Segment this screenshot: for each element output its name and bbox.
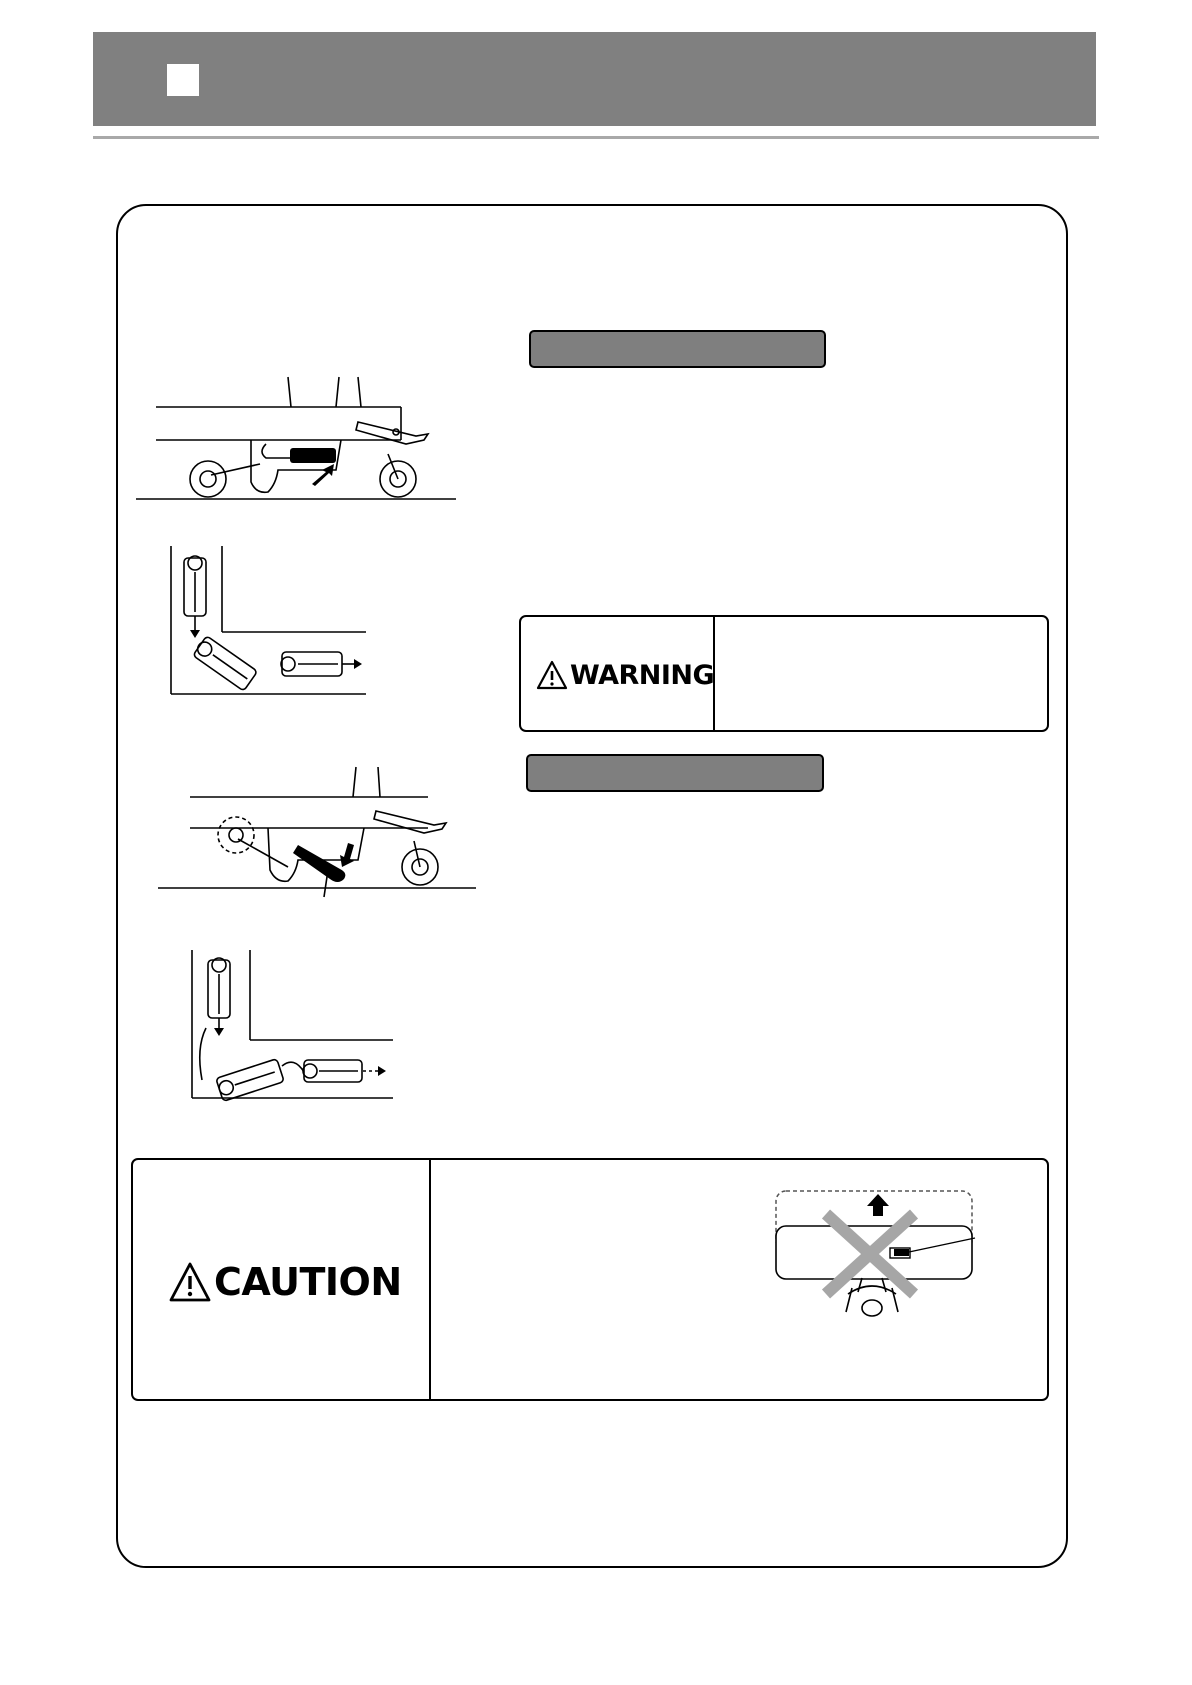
- caution-label: [168, 1258, 402, 1306]
- caution-signal-word: CAUTION: [214, 1260, 402, 1304]
- warning-triangle-icon: [536, 660, 568, 690]
- caution-text: [441, 1170, 751, 1390]
- warning-triangle-icon: [168, 1261, 212, 1303]
- warning-text: [723, 625, 1039, 721]
- stretcher-top-view-turn-figure: [166, 544, 380, 696]
- header-square-marker: [167, 64, 199, 96]
- header-bar: [93, 32, 1096, 126]
- prohibited-lift-figure: [774, 1188, 989, 1318]
- section-label-pill: [526, 754, 824, 792]
- header-divider-line: [93, 136, 1099, 139]
- stretcher-side-view-lever-up-figure: [136, 374, 461, 506]
- caution-notice-divider: [429, 1158, 431, 1401]
- section-label-pill: [529, 330, 826, 368]
- warning-label: [536, 655, 714, 695]
- warning-signal-word: WARNING: [570, 659, 715, 691]
- stretcher-side-view-lever-down-figure: [158, 765, 480, 915]
- stretcher-top-view-curve-figure: [188, 948, 398, 1100]
